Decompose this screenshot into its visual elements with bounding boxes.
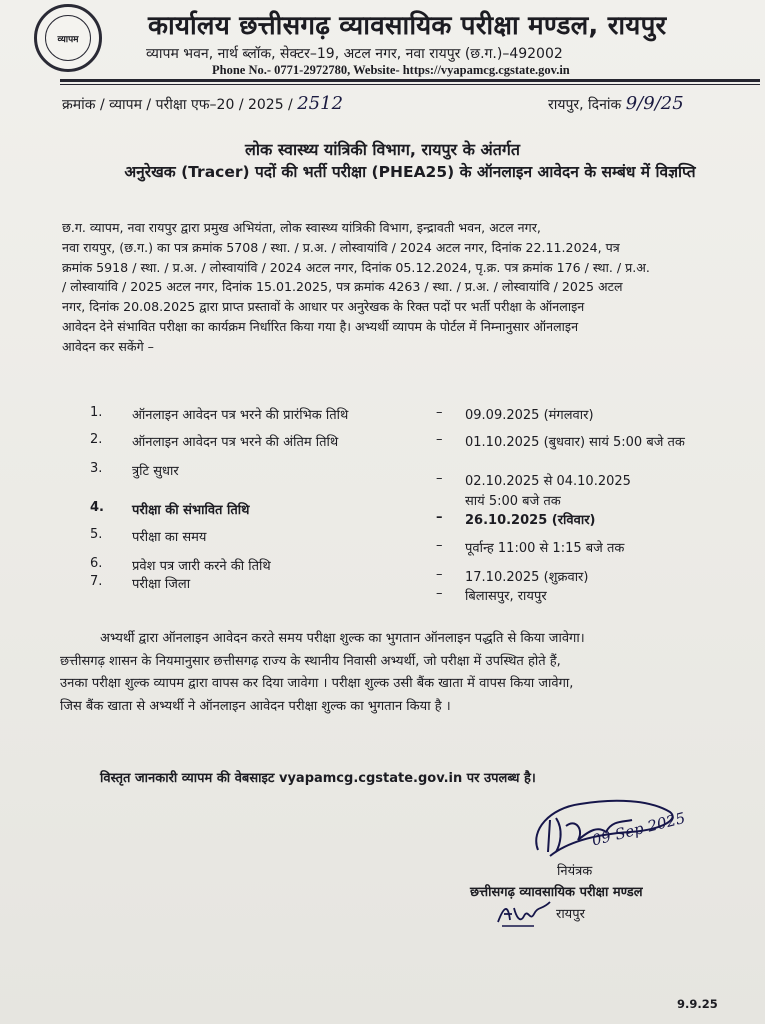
schedule-value: 02.10.2025 से 04.10.2025: [465, 474, 631, 489]
subject-line-2: अनुरेखक (Tracer) पदों की भर्ती परीक्षा (PHEA25) के ऑनलाइन आवेदन के सम्बंध में विज्ञप्ति: [124, 163, 696, 181]
logo-text: व्यापम: [45, 15, 91, 61]
schedule-row: [0, 432, 765, 452]
website-note: विस्तृत जानकारी व्यापम की वेबसाइट vyapamcg.cgstate.gov.in पर उपलब्ध है।: [100, 771, 536, 786]
schedule-value: 26.10.2025 (रविवार): [465, 513, 596, 528]
schedule-row: [0, 500, 765, 528]
fee-line: जिस बैंक खाता से अभ्यर्थी ने ऑनलाइन आवेदन परीक्षा शुल्क का भुगतान किया है ।: [60, 698, 451, 714]
schedule-label: त्रुटि सुधार: [132, 464, 179, 479]
schedule-row: [0, 527, 765, 556]
intro-line: आवेदन कर सकेंगे –: [62, 338, 154, 354]
office-title: कार्यालय छत्तीसगढ़ व्यावसायिक परीक्षा मण्डल, रायपुर: [148, 11, 667, 41]
initials: [494, 896, 554, 930]
schedule-value: 17.10.2025 (शुक्रवार): [465, 570, 589, 585]
vyapam-logo: [34, 4, 102, 72]
schedule-dash: –: [436, 538, 443, 553]
fee-paragraph: [60, 628, 750, 718]
schedule-value: बिलासपुर, रायपुर: [465, 589, 547, 604]
office-address: व्यापम भवन, नार्थ ब्लॉक, सेक्टर–19, अटल नगर, नवा रायपुर (छ.ग.)–492002: [146, 46, 563, 62]
intro-line: नवा रायपुर, (छ.ग.) का पत्र क्रमांक 5708 / स्था. / प्र.अ. / लोस्वायांवि / 2024 अटल नगर, दिनांक 22.11.2024, पत्र: [62, 239, 620, 255]
reference-number: [62, 93, 343, 114]
schedule-num: 3.: [90, 461, 103, 476]
issue-date: [548, 93, 684, 114]
schedule-num: 7.: [90, 574, 103, 589]
signatory-organization: छत्तीसगढ़ व्यावसायिक परीक्षा मण्डल: [470, 885, 643, 900]
schedule-num: 4.: [90, 500, 104, 515]
schedule-dash: –: [436, 567, 443, 582]
intro-line: नगर, दिनांक 20.08.2025 द्वारा प्राप्त प्रस्तावों के आधार पर अनुरेखक के रिक्त पदों पर भर्ती परीक्षा के ऑनलाइन: [62, 299, 585, 315]
intro-line: छ.ग. व्यापम, नवा रायपुर द्वारा प्रमुख अभियंता, लोक स्वास्थ्य यांत्रिकी विभाग, इन्द्रावती भवन, अटल नगर,: [62, 220, 541, 235]
subject-line-1: लोक स्वास्थ्य यांत्रिकी विभाग, रायपुर के अंतर्गत: [244, 140, 521, 159]
schedule-num: 2.: [90, 432, 103, 447]
schedule-value: 09.09.2025 (मंगलवार): [465, 408, 594, 423]
signatory-designation: नियंत्रक: [557, 864, 593, 879]
issue-date-handwritten: 9/9/25: [625, 93, 684, 114]
schedule-value-continued: सायं 5:00 बजे तक: [465, 494, 561, 509]
reference-printed: क्रमांक / व्यापम / परीक्षा एफ–20 / 2025 /: [62, 97, 293, 113]
intro-line: / लोस्वायांवि / 2025 अटल नगर, दिनांक 15.01.2025, पत्र क्रमांक 4263 / स्था. / प्र.अ. / लोस्वायांवि / 2025 अटल: [62, 279, 623, 295]
header-rule-thick: [60, 79, 760, 82]
schedule-num: 5.: [90, 527, 103, 542]
intro-line: क्रमांक 5918 / स्था. / प्र.अ. / लोस्वायांवि / 2024 अटल नगर, दिनांक 05.12.2024, पृ.क्र. पत्र क्रमांक 176 / स्था. / प्र.अ.: [62, 259, 650, 275]
intro-paragraph: [62, 218, 752, 357]
schedule-dash: –: [436, 586, 443, 601]
fee-line: अभ्यर्थी द्वारा ऑनलाइन आवेदन करते समय परीक्षा शुल्क का भुगतान ऑनलाइन पद्धति से किया जावेगा।: [100, 631, 585, 646]
intro-line: आवेदन देने संभावित परीक्षा का कार्यक्रम निर्धारित किया गया है। अभ्यर्थी व्यापम के पोर्टल में निम्नानुसार ऑनलाइन: [62, 318, 579, 334]
office-contact: Phone No.- 0771-2972780, Website- https://vyapamcg.cgstate.gov.in: [212, 63, 570, 77]
issue-date-printed: रायपुर, दिनांक: [548, 97, 622, 113]
schedule-dash: –: [436, 432, 443, 447]
schedule-label: प्रवेश पत्र जारी करने की तिथि: [132, 559, 271, 574]
schedule-label: परीक्षा जिला: [132, 577, 191, 592]
schedule-label: ऑनलाइन आवेदन पत्र भरने की अंतिम तिथि: [132, 435, 339, 450]
footer-date: 9.9.25: [677, 997, 718, 1011]
schedule-row: [0, 405, 765, 425]
schedule-label: परीक्षा का समय: [132, 530, 207, 545]
schedule-dash: –: [436, 405, 443, 420]
schedule-row: [0, 574, 765, 604]
reference-handwritten: 2512: [297, 93, 344, 114]
signature-date: 09 Sep 2025: [590, 808, 688, 850]
schedule-dash: –: [436, 471, 443, 486]
schedule-label: परीक्षा की संभावित तिथि: [132, 503, 250, 518]
fee-line: उनका परीक्षा शुल्क व्यापम द्वारा वापस कर दिया जावेगा । परीक्षा शुल्क उसी बैंक खाता में वापस किया जावेगा,: [60, 676, 574, 691]
fee-line: छत्तीसगढ़ शासन के नियमानुसार छत्तीसगढ़ राज्य के स्थानीय निवासी अभ्यर्थी, जो परीक्षा में उपस्थित होते हैं,: [60, 653, 561, 669]
header-rule-thin: [60, 84, 760, 85]
schedule-value: पूर्वान्ह 11:00 से 1:15 बजे तक: [465, 541, 625, 556]
schedule-row: [0, 461, 765, 509]
schedule-dash: –: [436, 510, 443, 525]
schedule-num: 6.: [90, 556, 103, 571]
signatory-city: रायपुर: [556, 907, 585, 922]
schedule-label: ऑनलाइन आवेदन पत्र भरने की प्रारंभिक तिथि: [132, 408, 349, 423]
schedule-value: 01.10.2025 (बुधवार) सायं 5:00 बजे तक: [465, 435, 685, 450]
schedule-num: 1.: [90, 405, 103, 420]
